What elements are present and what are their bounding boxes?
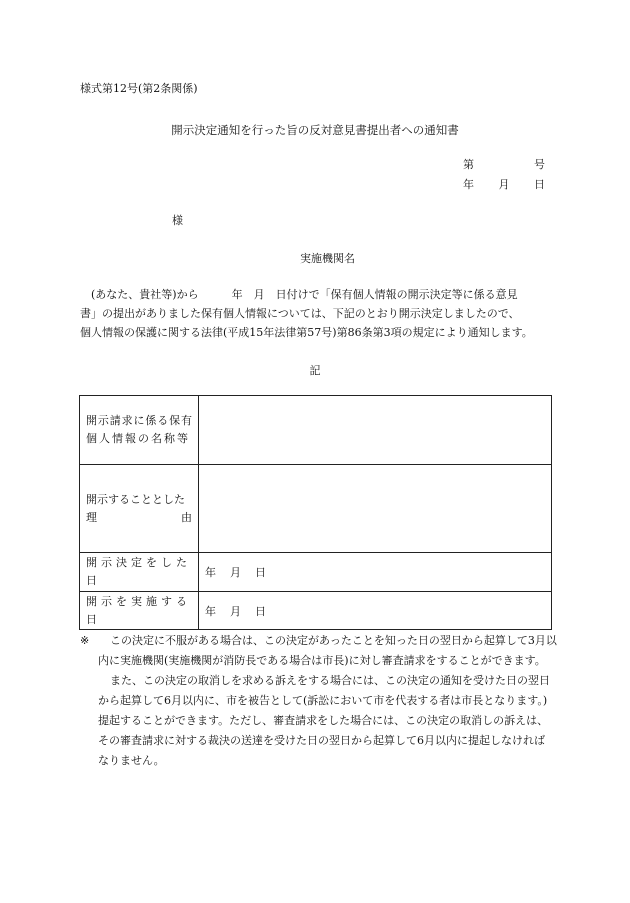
decision-date-label: 開示決定をした日 bbox=[80, 553, 199, 592]
day-label: 日 bbox=[534, 178, 545, 191]
label-line: 開示することとした bbox=[86, 492, 185, 506]
body-line: 個人情報の保護に関する法律(平成15年法律第57号)第86条第3項の規定により通知します。 bbox=[80, 326, 533, 339]
addressee-honorific: 様 bbox=[172, 214, 183, 227]
number-prefix: 第 bbox=[463, 158, 474, 171]
body-line: 書」の提出がありました保有個人情報については、下記のとおり開示決定しましたので、 bbox=[80, 307, 520, 320]
table-row bbox=[80, 465, 552, 553]
table-row bbox=[80, 592, 552, 630]
disclosure-reason-value bbox=[199, 465, 552, 553]
label-line: 開 示 請 求 に 係 る 保 有 bbox=[86, 414, 192, 427]
requested-info-label bbox=[80, 396, 199, 465]
requested-info-value bbox=[199, 396, 552, 465]
issue-date-line bbox=[463, 176, 545, 192]
table-row bbox=[80, 396, 552, 465]
decision-date-value: 年 月 日 bbox=[199, 553, 552, 592]
note-line: この決定に不服がある場合は、この決定があったことを知った日の翌日から起算して3月以 bbox=[110, 634, 557, 647]
form-number: 様式第12号(第2条関係) bbox=[80, 82, 198, 95]
month-label: 月 bbox=[498, 178, 510, 191]
note-mark: ※ bbox=[80, 634, 90, 647]
implementation-date-label: 開示を実施する日 bbox=[80, 592, 199, 630]
agency-name: 実施機関名 bbox=[300, 252, 355, 265]
note-line: また、この決定の取消しを求める訴えをする場合には、この決定の通知を受けた日の翌日 bbox=[110, 674, 550, 687]
note-line: その審査請求に対する裁決の送達を受けた日の翌日から起算して6月以内に提起しなければ bbox=[98, 734, 545, 747]
body-line: (あなた、貴社等)から 年 月 日付けで「保有個人情報の開示決定等に係る意見 bbox=[91, 288, 518, 301]
note-line: 提起することができます。ただし、審査請求をした場合には、この決定の取消しの訴えは、 bbox=[98, 714, 549, 727]
label-line: 個人情報の名称等 bbox=[86, 432, 190, 445]
document-number-line bbox=[463, 156, 545, 172]
disclosure-info-table bbox=[79, 395, 552, 630]
label-line: 理 由 bbox=[86, 510, 192, 524]
year-label: 年 bbox=[463, 178, 474, 191]
note-line: なりません。 bbox=[98, 754, 165, 767]
document-title: 開示決定通知を行った旨の反対意見書提出者への通知書 bbox=[171, 123, 459, 137]
table-row bbox=[80, 553, 552, 592]
note-line: から起算して6月以内に、市を被告として(訴訟において市を代表する者は市長となります。) bbox=[98, 694, 548, 707]
disclosure-reason-label bbox=[80, 465, 199, 553]
implementation-date-value: 年 月 日 bbox=[199, 592, 552, 630]
note-line: 内に実施機関(実施機関が消防長である場合は市長)に対し審査請求をすることができます。 bbox=[98, 654, 546, 667]
number-suffix: 号 bbox=[534, 158, 545, 171]
notice-body bbox=[80, 285, 550, 342]
ki-heading: 記 bbox=[309, 364, 321, 377]
appeal-notes bbox=[80, 631, 560, 771]
